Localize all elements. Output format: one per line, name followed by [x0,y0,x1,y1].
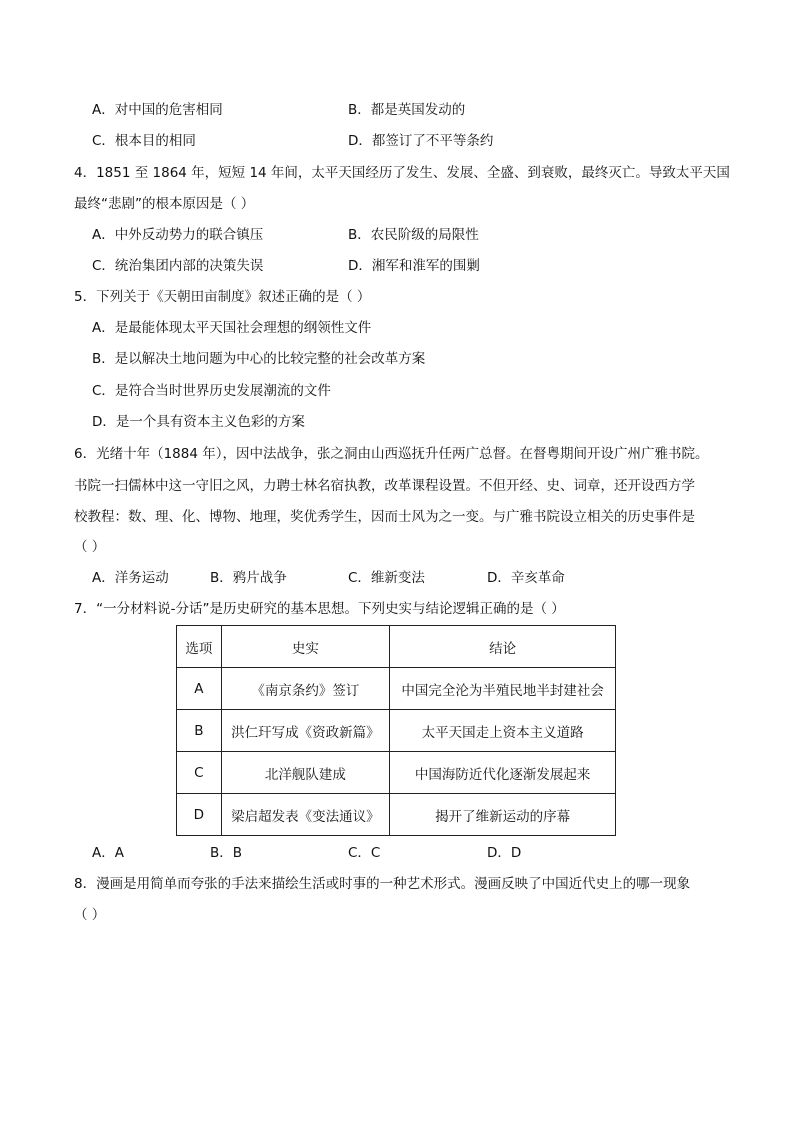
table-cell-conclusion: 太平天国走上资本主义道路 [390,710,616,752]
q6-stem-line1: 6．光绪十年（1884 年），因中法战争，张之洞由山西巡抚升任两广总督。在督粤期间开设广州广雅书院。 [74,446,709,462]
table-cell-fact: 北洋舰队建成 [221,752,390,794]
table-header-row [177,626,616,668]
q5-option-c: C．是符合当时世界历史发展潮流的文件 [92,383,331,399]
q5-option-b: B．是以解决土地问题为中心的比较完整的社会改革方案 [92,351,426,367]
table-cell-option: D [177,794,222,836]
q6-stem-line2: 书院一扫儒林中这一守旧之风，力聘士林名宿执教，改革课程设置。不但开经、史、词章，还开设西方学 [74,478,695,494]
q8-stem-line1: 8．漫画是用简单而夸张的手法来描绘生活或时事的一种艺术形式。漫画反映了中国近代史上的哪一现象 [74,876,691,892]
table-cell-conclusion: 揭开了维新运动的序幕 [390,794,616,836]
q6-option-a: A．洋务运动 [92,570,169,586]
q5-stem: 5．下列关于《天朝田亩制度》叙述正确的是（ ） [74,289,371,305]
table-header-option: 选项 [177,626,222,668]
table-row [177,794,616,836]
q7-stem: 7．“一分材料说-分话”是历史研究的基本思想。下列史实与结论逻辑正确的是（ ） [74,601,565,617]
q6-option-b: B．鸦片战争 [210,570,287,586]
q6-option-c: C．维新变法 [348,570,425,586]
q5-option-a: A．是最能体现太平天国社会理想的纲领性文件 [92,320,372,336]
q4-stem-line1: 4．1851 至 1864 年，短短 14 年间，太平天国经历了发生、发展、全盛、到衰败，最终灭亡。导致太平天国 [74,165,730,181]
q5-option-d: D．是一个具有资本主义色彩的方案 [92,414,305,430]
q8-stem-line2: （ ） [74,907,106,923]
table-row [177,752,616,794]
q4-option-d: D．湘军和淮军的围剿 [348,258,480,274]
q7-option-d: D．D [487,845,522,861]
q3-option-a: A．对中国的危害相同 [92,102,223,118]
q4-stem-line2: 最终“悲剧”的根本原因是（ ） [74,196,255,212]
q3-option-c: C．根本目的相同 [92,133,196,149]
q6-stem-line3: 校教程：数、理、化、博物、地理，奖优秀学生，因而士风为之一变。与广雅书院设立相关的历史事件是 [74,509,695,525]
q4-option-b: B．农民阶级的局限性 [348,227,479,243]
q3-option-b: B．都是英国发动的 [348,102,466,118]
table-header-conclusion: 结论 [390,626,616,668]
history-facts-table [176,625,616,836]
table-cell-option: A [177,668,222,710]
table-cell-conclusion: 中国完全沦为半殖民地半封建社会 [390,668,616,710]
table-cell-fact: 梁启超发表《变法通议》 [221,794,390,836]
q7-option-a: A．A [92,845,124,861]
table-header-fact: 史实 [221,626,390,668]
table-cell-option: B [177,710,222,752]
table-cell-option: C [177,752,222,794]
q7-option-c: C．C [348,845,381,861]
q6-stem-line4: （ ） [74,539,106,555]
q6-option-d: D．辛亥革命 [487,570,565,586]
q7-option-b: B．B [210,845,243,861]
q4-option-c: C．统治集团内部的决策失误 [92,258,264,274]
q4-option-a: A．中外反动势力的联合镇压 [92,227,264,243]
table-row [177,668,616,710]
q3-option-d: D．都签订了不平等条约 [348,133,494,149]
table-cell-conclusion: 中国海防近代化逐渐发展起来 [390,752,616,794]
table-cell-fact: 洪仁玕写成《资政新篇》 [221,710,390,752]
table-row [177,710,616,752]
table-cell-fact: 《南京条约》签订 [221,668,390,710]
